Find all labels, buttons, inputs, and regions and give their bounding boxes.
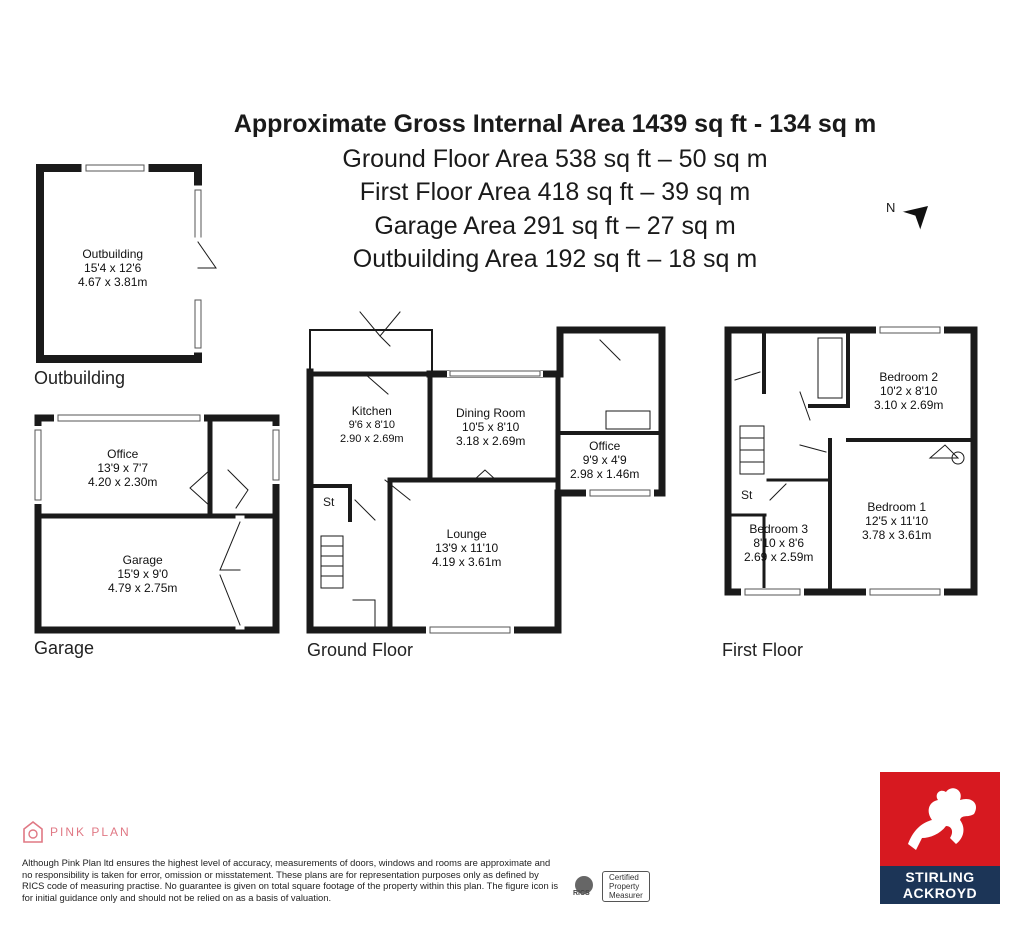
room-metric: 2.98 x 1.46m [570,467,640,481]
store-label-ground: St [323,495,335,509]
outbuilding-floor-label: Outbuilding [34,368,126,388]
ground-floor-label: Ground Floor [307,640,414,660]
garage-area: Garage Area 291 sq ft – 27 sq m [374,212,736,240]
room-metric: 4.79 x 2.75m [108,581,178,595]
room-imperial: 13'9 x 7'7 [97,461,148,475]
outbuilding-area: Outbuilding Area 192 sq ft – 18 sq m [352,245,758,273]
room-name: Dining Room [456,406,526,420]
room-imperial: 10'2 x 8'10 [880,384,938,398]
room-metric: 4.20 x 2.30m [88,475,158,489]
room-lounge [432,527,501,569]
room-metric: 2.90 x 2.69m [340,433,404,445]
room-imperial: 9'9 x 4'9 [582,453,627,467]
room-metric: 4.67 x 3.81m [78,275,148,289]
room-name: Garage [122,553,163,567]
room-metric: 3.78 x 3.61m [862,528,932,542]
store-label-first: St [741,488,753,502]
room-metric: 3.10 x 2.69m [874,398,944,412]
total-area-heading: Approximate Gross Internal Area 1439 sq ft - 134 sq m [233,110,877,138]
room-name: Lounge [446,527,487,541]
room-imperial: 15'9 x 9'0 [117,567,168,581]
room-kitchen [340,404,404,446]
room-metric: 4.19 x 3.61m [432,555,502,569]
compass-label: N [886,200,896,215]
room-imperial: 9'6 x 8'10 [348,419,395,431]
disclaimer-text: Although Pink Plan ltd ensures the highest level of accuracy, measurements of doors, windows and rooms are approximate and no responsibility is taken for error, omission or misstatement. These plans are for representation purposes only as defined by RICS code of measuring practise. No guarantee is given on total square footage of the property within this plan. The figure icon is for initial guidance only and should not be relied on as a basis of valuation. [22,857,559,903]
room-garage [108,553,177,595]
rics-badge-line1: Certified [609,873,639,882]
room-name: Office [589,439,621,453]
room-name: Bedroom 2 [879,370,939,384]
room-imperial: 12'5 x 11'10 [865,514,929,528]
room-outbuilding [78,247,147,289]
room-office-garage [88,447,157,489]
room-metric: 2.69 x 2.59m [744,550,814,564]
rics-badge [570,871,650,902]
room-name: Office [107,447,139,461]
garage-floor-label: Garage [34,638,95,658]
rics-certified-badge [602,871,650,902]
room-bedroom-2 [874,370,943,412]
room-imperial: 15'4 x 12'6 [84,261,142,275]
griffin-panel [880,772,1000,866]
rics-badge-line2: Property [609,882,640,891]
room-metric: 3.18 x 2.69m [456,434,526,448]
room-dining [456,406,525,448]
first-floor-area: First Floor Area 418 sq ft – 39 sq m [359,178,751,206]
room-name: Kitchen [351,404,392,418]
pink-plan-logo [22,820,131,844]
room-imperial: 13'9 x 11'10 [435,541,499,555]
stirling-ackroyd-logo [880,772,1000,904]
room-imperial: 8'10 x 8'6 [753,536,804,550]
first-floor-label: First Floor [722,640,803,660]
room-name: Bedroom 3 [749,522,809,536]
pink-plan-house-icon [22,820,44,844]
griffin-icon [880,772,1000,866]
room-imperial: 10'5 x 8'10 [462,420,520,434]
agent-line1: STIRLING [905,869,975,885]
pink-plan-text: PINK PLAN [50,825,131,839]
room-name: Bedroom 1 [867,500,927,514]
room-name: Outbuilding [82,247,144,261]
room-office-ground [570,439,639,481]
room-bedroom-1 [862,500,931,542]
ground-floor-area: Ground Floor Area 538 sq ft – 50 sq m [342,145,768,173]
agent-line2: ACKROYD [902,885,978,901]
agent-name-panel [880,866,1000,904]
rics-badge-line3: Measurer [609,891,643,900]
room-bedroom-3 [744,522,813,564]
rics-text: RICS [573,890,590,897]
